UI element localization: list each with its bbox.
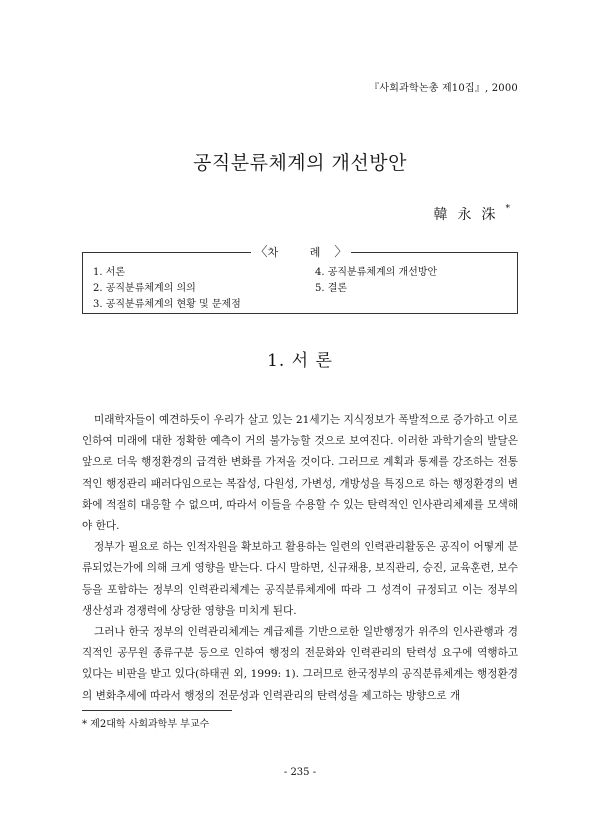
toc-item: 4. 공직분류체계의 개선방안 [315, 267, 438, 278]
toc-right-column [315, 265, 437, 297]
toc-item: 3. 공직분류체계의 현황 및 문제점 [93, 299, 241, 310]
footnote: * 제2대학 사회과학부 부교수 [82, 719, 210, 730]
table-of-contents [82, 245, 518, 314]
page-number: - 235 - [283, 767, 317, 778]
author-name: 韓永洙 [433, 207, 506, 223]
paragraph: 그러나 한국 정부의 인력관리체계는 계급제를 기반으로한 일반행정가 위주의 인사관행과 경직적인 공무원 종류구분 등으로 인하여 행정의 전문화와 인력관리의 탄력성 요구에 역행하고 있다는 비판을 받고 있다(하태권 외, 1999: 1). 그러므로 한국정부의 공직분류체계는 행정환경의 변화추세에 따라서 행정의 전문성과 인력관리의 탄력성을 제고하는 방향으로 개 [82, 626, 518, 702]
author-footnote-mark: * [505, 204, 510, 215]
toc-left-bracket-icon: 〈 [254, 245, 268, 260]
paper-title: 공직분류체계의 개선방안 [193, 152, 407, 174]
journal-reference: 『사회과학논총 제10집』, 2000 [369, 83, 518, 94]
toc-heading [251, 244, 351, 262]
author [434, 204, 511, 224]
paragraph: 미래학자들이 예견하듯이 우리가 살고 있는 21세기는 지식정보가 폭발적으로 증가하고 이로 인하여 미래에 대한 정확한 예측이 거의 불가능할 것으로 보여진다. 이러한 과학기술의 발달은 앞으로 더욱 행정환경의 급격한 변화를 가져올 것이다. 그러므로 계획과 통제를 강조하는 전통적인 행정관리 패러다임으로는 복잡성, 다원성, 가변성, 개방성을 특징으로 하는 행정환경의 변화에 적절히 대응할 수 없으며, 따라서 이들을 수용할 수 있는 탄력적인 인사관리체제를 모색해야 한다. [82, 414, 518, 533]
body-text [82, 410, 518, 707]
footnote-rule [82, 710, 232, 711]
toc-item: 1. 서론 [93, 267, 126, 278]
toc-item: 2. 공직분류체계의 의의 [93, 283, 196, 294]
toc-right-bracket-icon: 〉 [334, 245, 348, 260]
toc-item: 5. 결론 [315, 283, 348, 294]
toc-heading-text: 차 례 [267, 246, 335, 259]
section-heading: 1. 서 론 [267, 351, 333, 371]
toc-left-column [93, 265, 241, 313]
paragraph: 정부가 필요로 하는 인적자원을 확보하고 활용하는 일련의 인력관리활동은 공직이 어떻게 분류되었는가에 의해 크게 영향을 받는다. 다시 말하면, 신규채용, 보직관리, 승진, 교육훈련, 보수 등을 포함하는 정부의 인력관리체계는 공직분류체계에 따라 그 성격이 규정되고 이는 정부의 생산성과 경쟁력에 상당한 영향을 미치게 된다. [82, 541, 518, 617]
